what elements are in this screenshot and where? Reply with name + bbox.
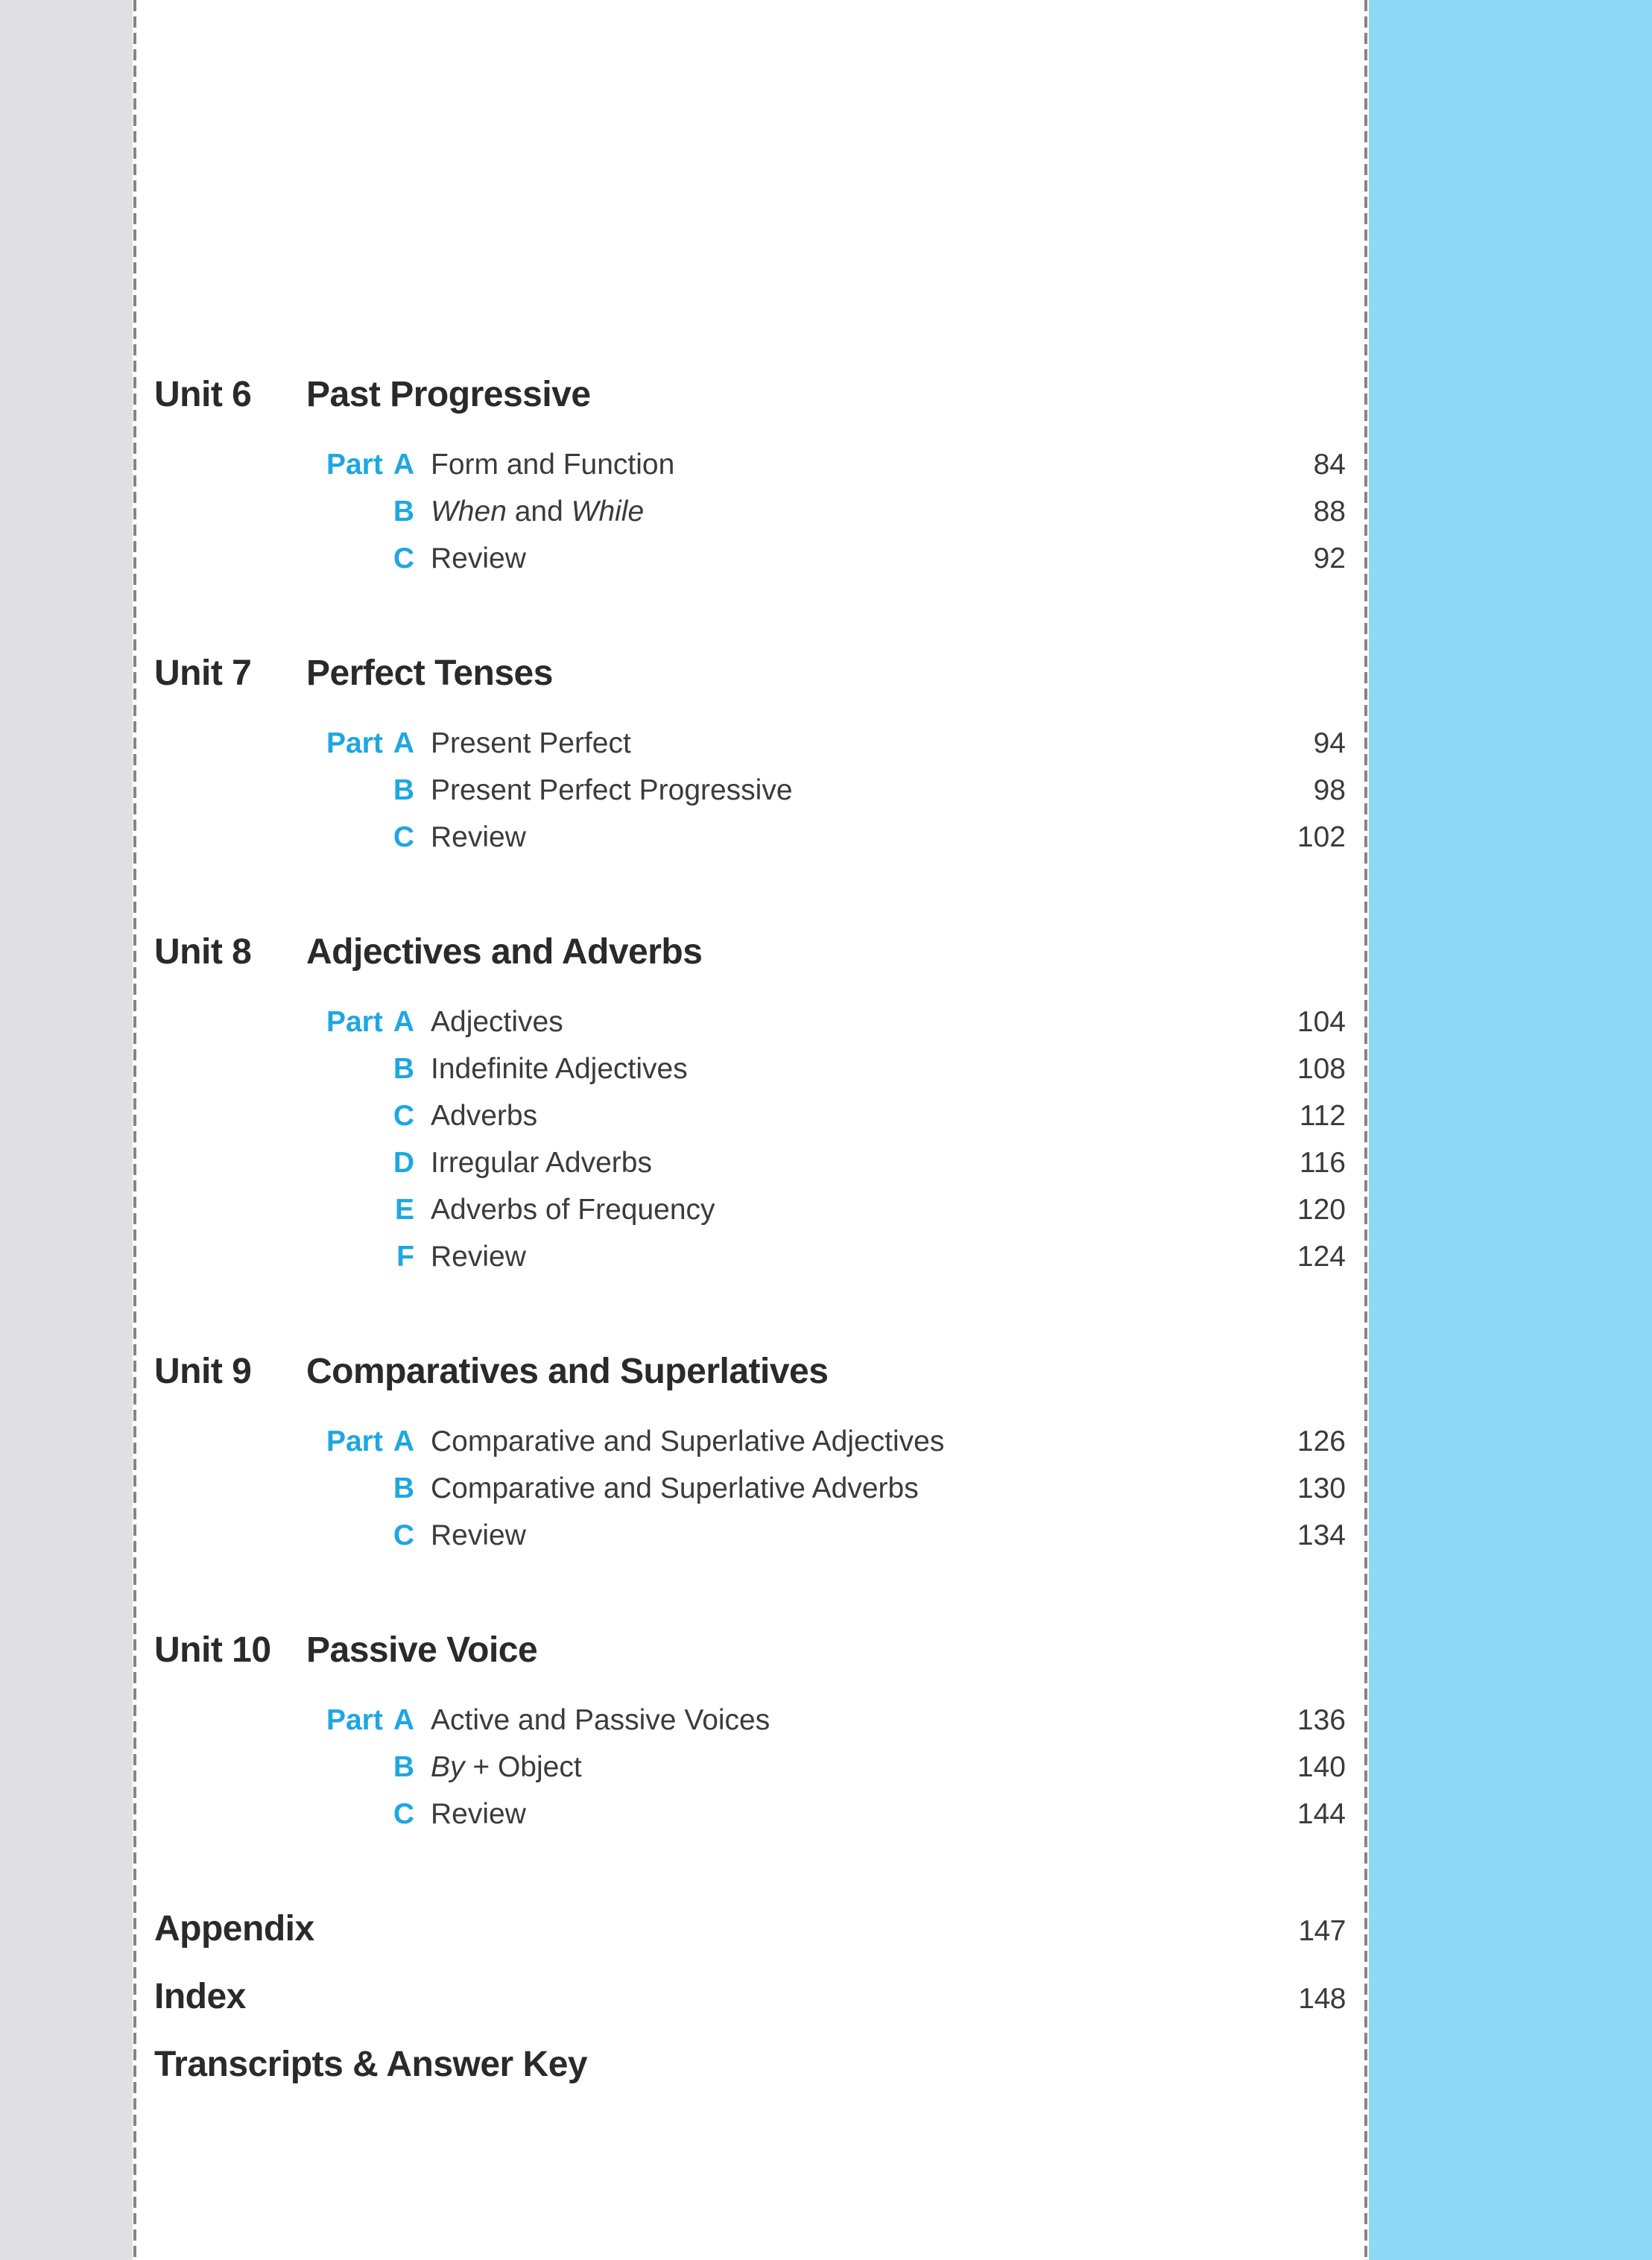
part-letter: C — [393, 1100, 414, 1132]
section-title — [414, 767, 1314, 814]
page-number: 88 — [1313, 496, 1346, 528]
toc-row — [154, 441, 1346, 488]
section-title-text: Review — [431, 821, 526, 853]
part-letter: C — [393, 1519, 414, 1551]
part-letter: A — [393, 1425, 414, 1457]
section-title — [414, 1092, 1300, 1139]
page-number: 98 — [1313, 774, 1346, 806]
section-title-text: Comparative and Superlative Adjectives — [431, 1425, 945, 1457]
section-title — [414, 1697, 1297, 1744]
part-letter: A — [393, 449, 414, 481]
backmatter-label: Index — [154, 1977, 246, 2016]
part-word: Part — [326, 449, 383, 481]
toc-row — [154, 1418, 1346, 1465]
part-label — [154, 1465, 414, 1512]
part-label — [154, 1092, 414, 1139]
part-letter: A — [393, 1704, 414, 1736]
part-label — [154, 1045, 414, 1092]
toc-row — [154, 814, 1346, 861]
page-number: 112 — [1299, 1100, 1346, 1132]
backmatter-label: Transcripts & Answer Key — [154, 2045, 588, 2084]
page-number: 148 — [1298, 1983, 1346, 2015]
unit-heading — [154, 651, 1346, 696]
part-word: Part — [326, 1425, 383, 1457]
toc-row — [154, 1744, 1346, 1791]
section-title — [414, 1465, 1297, 1512]
unit-title: Past Progressive — [306, 375, 591, 414]
unit-heading — [154, 1628, 1346, 1673]
part-label — [154, 1186, 414, 1233]
section-title-text: Adverbs — [431, 1100, 538, 1132]
section-title-text: Active and Passive Voices — [431, 1704, 770, 1736]
left-dashed-divider — [133, 0, 136, 2260]
toc-row — [154, 1139, 1346, 1186]
section-title — [414, 814, 1297, 861]
page-number: 124 — [1297, 1241, 1346, 1273]
toc-row — [154, 1465, 1346, 1512]
part-letter: A — [393, 1006, 414, 1038]
section-title — [414, 1418, 1297, 1465]
page-number: 102 — [1297, 821, 1346, 853]
unit-number: Unit 7 — [154, 653, 252, 693]
section-title-text: Review — [431, 1519, 526, 1551]
part-label — [154, 1697, 414, 1744]
unit-heading — [154, 373, 1346, 417]
section-title — [414, 1233, 1297, 1280]
unit-block-10 — [154, 1628, 1346, 1838]
unit-heading — [154, 930, 1346, 975]
toc-row — [154, 1697, 1346, 1744]
section-title-text: and — [506, 496, 572, 528]
section-title — [414, 998, 1297, 1045]
unit-title: Perfect Tenses — [306, 653, 553, 693]
section-title — [414, 1791, 1297, 1838]
toc-row — [154, 488, 1346, 535]
toc-row — [154, 535, 1346, 582]
page-number: 108 — [1297, 1053, 1346, 1085]
backmatter-label: Appendix — [154, 1909, 314, 1949]
page-number: 92 — [1313, 542, 1346, 575]
page-number: 116 — [1299, 1147, 1346, 1179]
part-label — [154, 441, 414, 488]
toc-row — [154, 1512, 1346, 1559]
part-letter: F — [396, 1241, 414, 1273]
section-title-italic: While — [571, 496, 645, 528]
toc-row — [154, 1045, 1346, 1092]
unit-number: Unit 10 — [154, 1630, 271, 1670]
section-title-text: Adjectives — [431, 1006, 563, 1038]
page-number: 104 — [1297, 1006, 1346, 1038]
section-title-text: Present Perfect Progressive — [431, 774, 793, 806]
part-letter: C — [393, 542, 414, 575]
backmatter-row — [154, 1975, 1346, 2022]
toc-row — [154, 998, 1346, 1045]
page-number: 130 — [1297, 1472, 1346, 1504]
part-label — [154, 1512, 414, 1559]
section-title — [414, 535, 1314, 582]
part-letter: B — [393, 774, 414, 806]
section-title-text: Indefinite Adjectives — [431, 1053, 688, 1085]
section-title — [414, 720, 1314, 767]
page-number: 120 — [1297, 1194, 1346, 1226]
section-title — [414, 1744, 1297, 1791]
unit-block-9 — [154, 1349, 1346, 1559]
section-title-text: Adverbs of Frequency — [431, 1194, 715, 1226]
toc-row — [154, 1092, 1346, 1139]
section-title-text: Form and Function — [431, 449, 675, 481]
part-word: Part — [326, 1006, 383, 1038]
unit-number: Unit 8 — [154, 932, 252, 972]
unit-block-7 — [154, 651, 1346, 861]
part-label — [154, 1791, 414, 1838]
section-title-text: Review — [431, 1798, 526, 1830]
page-number: 136 — [1297, 1704, 1346, 1736]
section-title — [414, 1045, 1297, 1092]
right-dashed-divider — [1364, 0, 1367, 2260]
page-number: 126 — [1297, 1425, 1346, 1457]
unit-title: Adjectives and Adverbs — [306, 932, 703, 972]
backmatter-row — [154, 1907, 1346, 1954]
table-of-contents — [154, 373, 1346, 2108]
section-title-text: Review — [431, 1241, 526, 1273]
part-letter: B — [393, 496, 414, 528]
part-letter: C — [393, 1798, 414, 1830]
part-label — [154, 1139, 414, 1186]
section-title-italic: By — [431, 1751, 465, 1783]
part-label — [154, 488, 414, 535]
part-letter: D — [393, 1147, 414, 1179]
part-letter: B — [393, 1053, 414, 1085]
unit-number: Unit 6 — [154, 375, 252, 414]
part-label — [154, 1744, 414, 1791]
page-number: 134 — [1297, 1519, 1346, 1551]
part-letter: E — [394, 1194, 414, 1226]
page-number: 140 — [1297, 1751, 1346, 1783]
section-title-text: + Object — [464, 1751, 582, 1783]
part-label — [154, 998, 414, 1045]
section-title — [414, 1512, 1297, 1559]
part-word: Part — [326, 1704, 383, 1736]
left-margin-strip — [0, 0, 133, 2260]
page-number: 147 — [1298, 1915, 1346, 1947]
toc-row — [154, 1186, 1346, 1233]
part-letter: A — [393, 727, 414, 759]
backmatter-row — [154, 2042, 1346, 2087]
part-letter: C — [393, 821, 414, 853]
section-title — [414, 441, 1314, 488]
part-label — [154, 814, 414, 861]
section-title-text: Review — [431, 542, 526, 575]
toc-row — [154, 767, 1346, 814]
section-title-text: Comparative and Superlative Adverbs — [431, 1472, 919, 1504]
unit-title: Comparatives and Superlatives — [306, 1352, 829, 1391]
page-number: 94 — [1313, 727, 1346, 759]
back-matter — [154, 1907, 1346, 2087]
part-label — [154, 1233, 414, 1280]
section-title-text: Irregular Adverbs — [431, 1147, 652, 1179]
page-number: 84 — [1313, 449, 1346, 481]
part-letter: B — [393, 1472, 414, 1504]
part-label — [154, 767, 414, 814]
part-word: Part — [326, 727, 383, 759]
section-title-italic: When — [431, 496, 507, 528]
unit-block-6 — [154, 373, 1346, 582]
part-label — [154, 1418, 414, 1465]
section-title — [414, 1139, 1300, 1186]
part-label — [154, 720, 414, 767]
section-title-text: Present Perfect — [431, 727, 631, 759]
part-label — [154, 535, 414, 582]
toc-row — [154, 1233, 1346, 1280]
section-title — [414, 1186, 1297, 1233]
unit-number: Unit 9 — [154, 1352, 252, 1391]
toc-row — [154, 1791, 1346, 1838]
toc-row — [154, 720, 1346, 767]
unit-title: Passive Voice — [306, 1630, 538, 1670]
part-letter: B — [393, 1751, 414, 1783]
unit-block-8 — [154, 930, 1346, 1280]
unit-heading — [154, 1349, 1346, 1394]
right-sidebar-strip — [1369, 0, 1652, 2260]
section-title — [414, 488, 1314, 535]
page-number: 144 — [1297, 1798, 1346, 1830]
